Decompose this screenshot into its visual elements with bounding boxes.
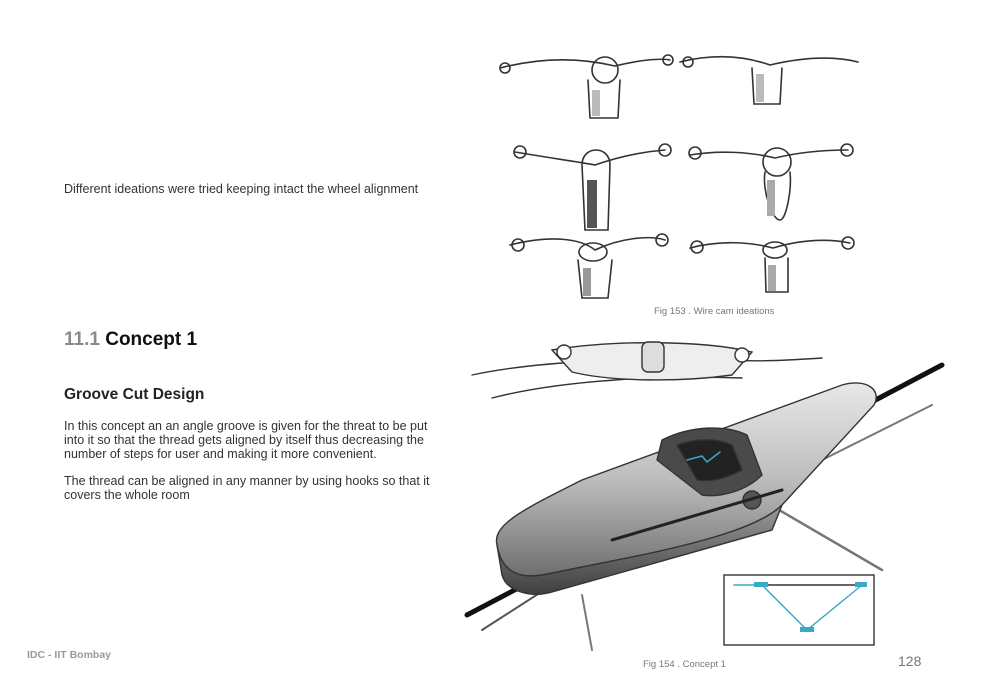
- section-number: 11.1: [64, 329, 100, 350]
- top-view-sketch: [472, 342, 822, 398]
- intro-text: Different ideations were tried keeping intact the wheel alignment: [64, 182, 419, 196]
- figure-153-caption: Fig 153 . Wire cam ideations: [654, 306, 775, 317]
- sketch-6: [690, 237, 854, 292]
- section-heading: [64, 329, 197, 351]
- concept-1-sketch: [462, 330, 952, 655]
- sketch-1: [500, 55, 673, 118]
- sketch-3: [514, 144, 671, 230]
- subheading: Groove Cut Design: [64, 386, 205, 403]
- paragraph-1: In this concept an an angle groove is given for the threat to be put into it so that the thread gets aligned by itself thus decreasing the number of steps for user and making it more convenient.: [64, 419, 428, 461]
- page-number: 128: [898, 653, 922, 669]
- figure-154-caption: Fig 154 . Concept 1: [643, 659, 726, 670]
- sketch-4: [689, 144, 853, 220]
- footer: IDC - IIT Bombay: [27, 649, 112, 661]
- main-body: [496, 383, 876, 594]
- wire-cam-ideations-sketch: [490, 40, 880, 302]
- section-title: Concept 1: [105, 329, 198, 350]
- paragraph-2: The thread can be aligned in any manner by using hooks so that it covers the whole room: [64, 474, 430, 502]
- sketch-5: [510, 234, 668, 298]
- room-layout-inset: [724, 575, 874, 645]
- sketch-2: [680, 57, 858, 104]
